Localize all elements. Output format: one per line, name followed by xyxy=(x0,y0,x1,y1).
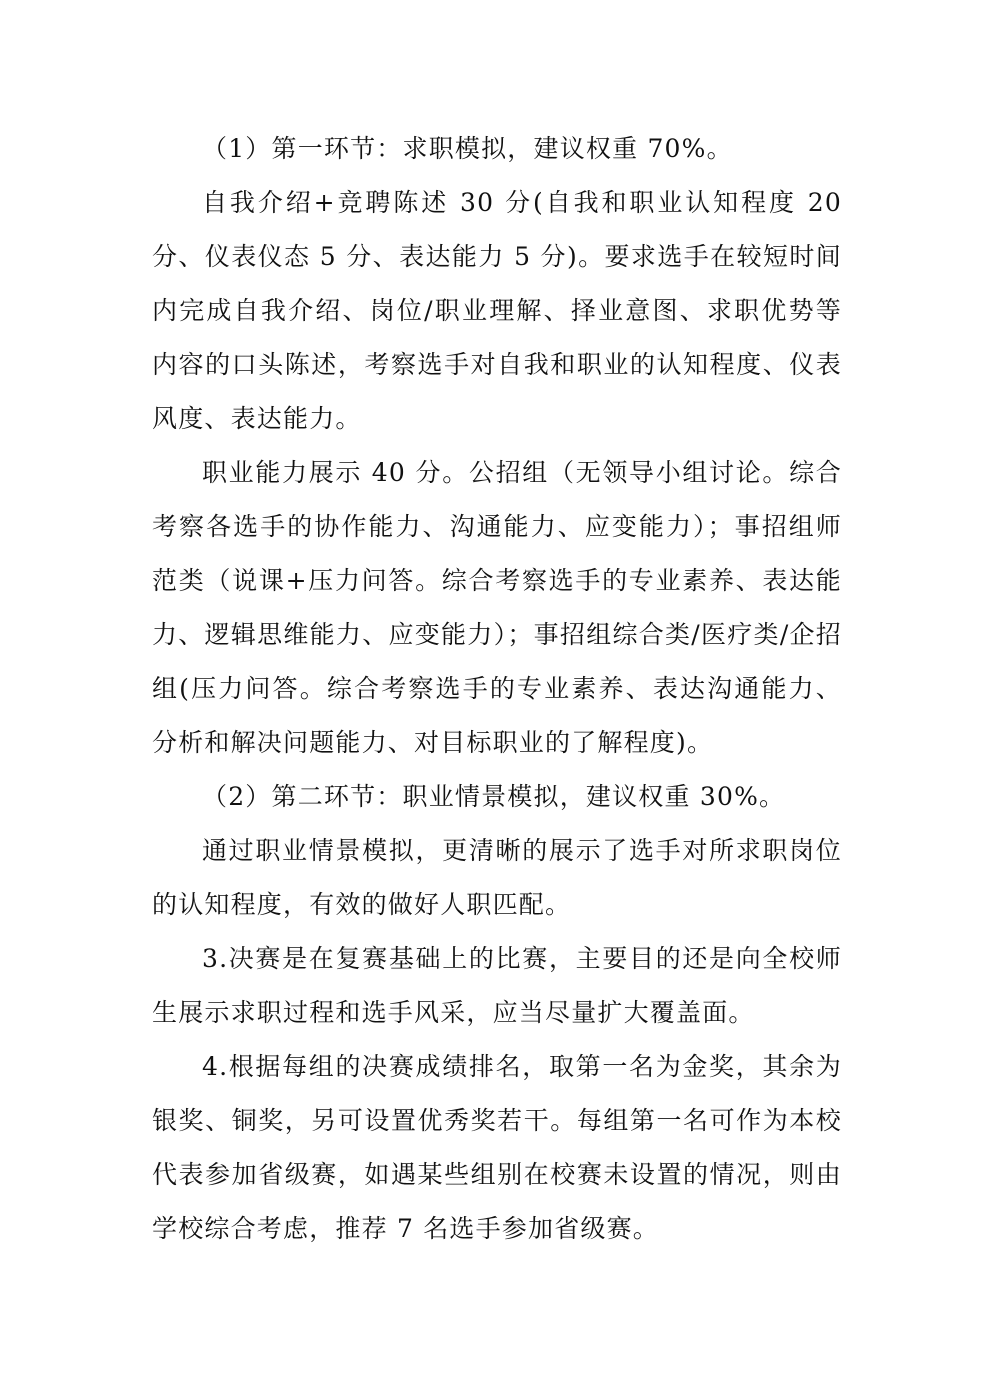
paragraph-stage-one-heading: （1）第一环节：求职模拟，建议权重 70%。 xyxy=(202,134,733,163)
paragraph-ability-display: 职业能力展示 40 分。公招组（无领导小组讨论。综合考察各选手的协作能力、沟通能力、应变能力）；事招组师范类（说课+压力问答。综合考察选手的专业素养、表达能力、逻辑思维能力、应变能力）；事招组综合类/医疗类/企招组(压力问答。综合考察选手的专业素养、表达沟通能力、分析和解决问题能力、对目标职业的了解程度)。 xyxy=(152,458,842,757)
paragraph-final-round: 3.决赛是在复赛基础上的比赛，主要目的还是向全校师生展示求职过程和选手风采，应当尽量扩大覆盖面。 xyxy=(152,944,842,1027)
paragraph-scenario-simulation: 通过职业情景模拟，更清晰的展示了选手对所求职岗位的认知程度，有效的做好人职匹配。 xyxy=(152,836,842,919)
paragraph-stage-two-heading: （2）第二环节：职业情景模拟，建议权重 30%。 xyxy=(202,782,786,811)
paragraph-awards: 4.根据每组的决赛成绩排名，取第一名为金奖，其余为银奖、铜奖，另可设置优秀奖若干。每组第一名可作为本校代表参加省级赛，如遇某些组别在校赛未设置的情况，则由学校综合考虑，推荐 7 名选手参加省级赛。 xyxy=(152,1052,842,1243)
document-page xyxy=(152,122,842,1256)
paragraph-self-introduction: 自我介绍+竞聘陈述 30 分(自我和职业认知程度 20 分、仪表仪态 5 分、表达能力 5 分)。要求选手在较短时间内完成自我介绍、岗位/职业理解、择业意图、求职优势等内容的口头陈述，考察选手对自我和职业的认知程度、仪表风度、表达能力。 xyxy=(152,188,842,433)
